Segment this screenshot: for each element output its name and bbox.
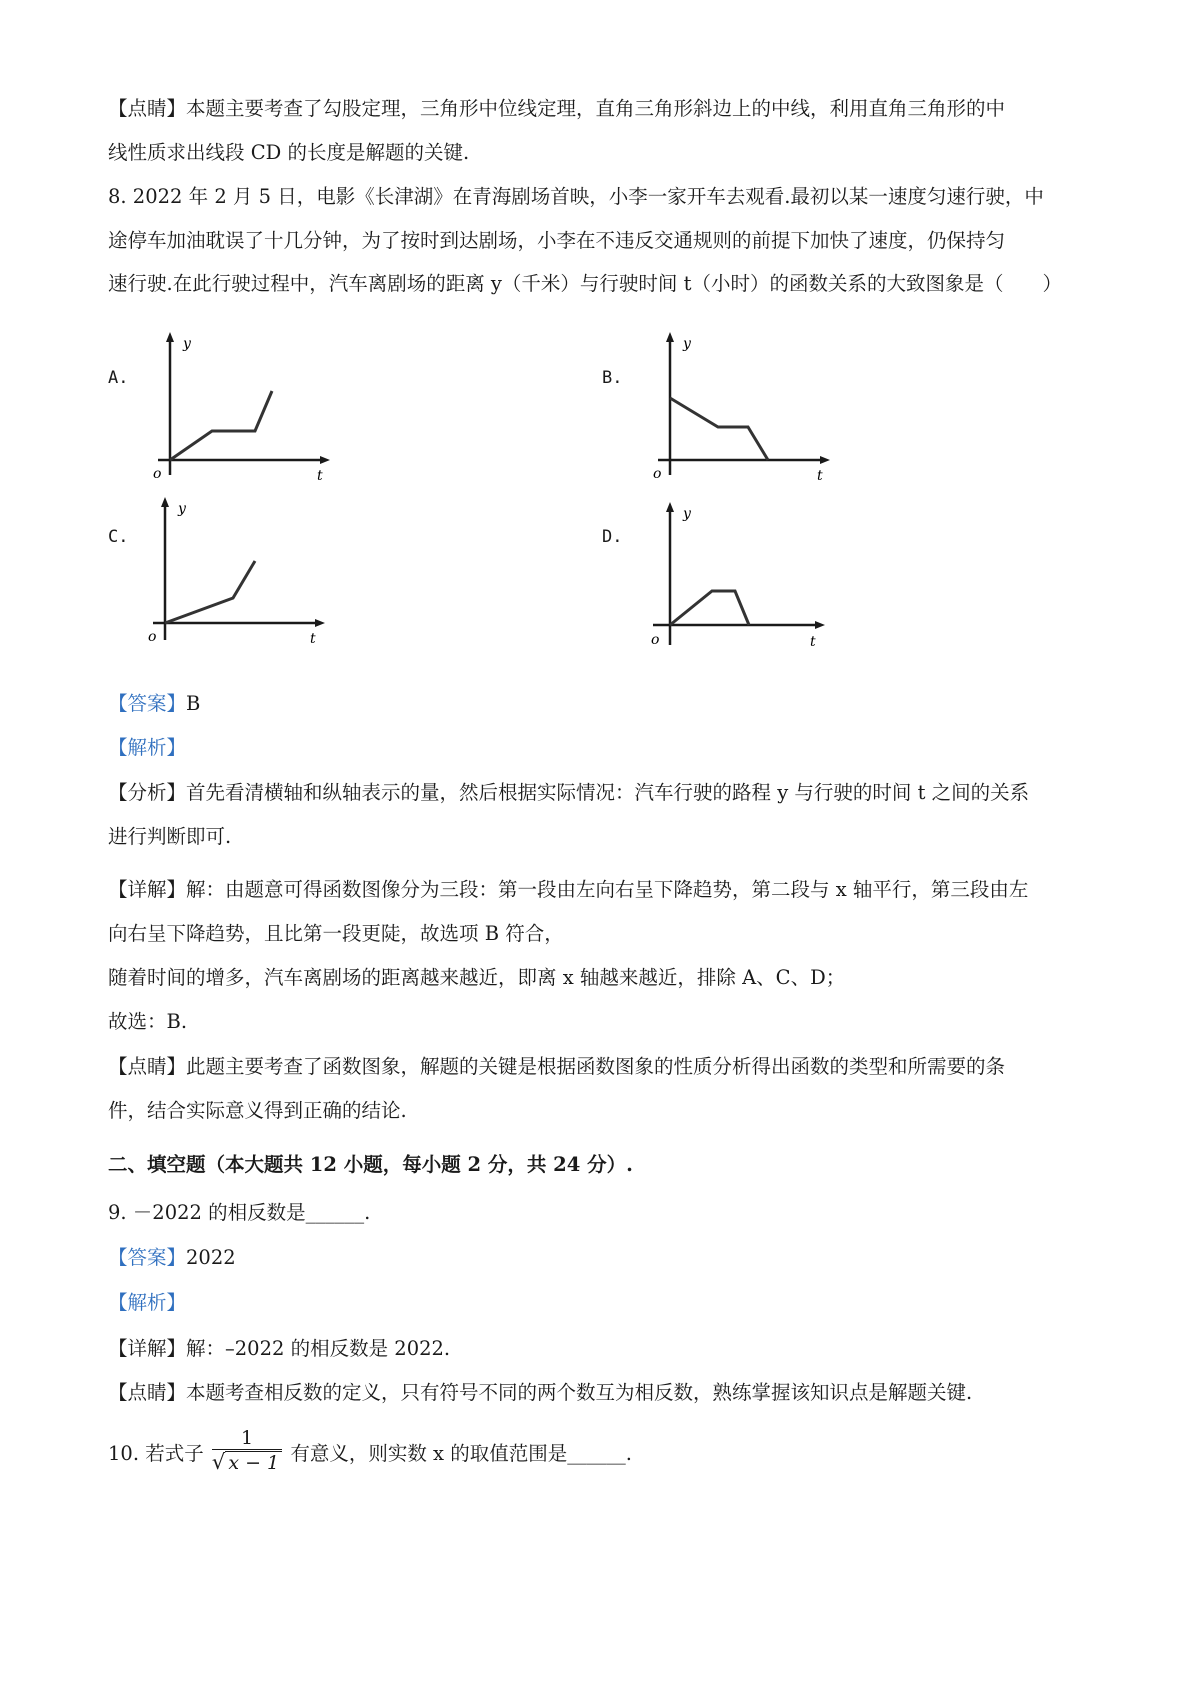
q10-denominator xyxy=(212,1450,282,1475)
q8-detail-line-1 xyxy=(108,878,1028,902)
option-c-curve xyxy=(165,561,255,623)
y-axis-arrow xyxy=(666,502,674,512)
q9-detail-text: 解：–2022 的相反数是 2022. xyxy=(186,1337,451,1360)
option-c-label: C. xyxy=(108,527,129,547)
q9-answer-value: 2022 xyxy=(186,1246,236,1269)
option-d-curve xyxy=(670,591,749,625)
y-axis-label: y xyxy=(178,501,186,517)
q7-comment-line-2: 线性质求出线段 CD 的长度是解题的关键. xyxy=(108,141,470,164)
q9-detail-tag: 【详解】 xyxy=(108,1337,187,1360)
x-axis-arrow xyxy=(315,619,325,627)
q9-comment-tag: 【点睛】 xyxy=(108,1381,187,1404)
q7-comment-line-1 xyxy=(108,97,1005,121)
q10-stem xyxy=(108,1426,632,1479)
q8-fenxi-text-1: 首先看清横轴和纵轴表示的量，然后根据实际情况：汽车行驶的路程 y 与行驶的时间 t 之间的关系 xyxy=(186,781,1030,804)
option-a-graph xyxy=(150,330,340,485)
q8-comment-text-1: 此题主要考查了函数图象，解题的关键是根据函数图象的性质分析得出函数的类型和所需要的条 xyxy=(186,1055,1006,1078)
option-d-label: D. xyxy=(602,527,623,547)
q9-stem: 9. －2022 的相反数是______. xyxy=(108,1201,371,1224)
q8-stem-line-2: 途停车加油耽误了十几分钟，为了按时到达剧场，小李在不违反交通规则的前提下加快了速度，仍保持匀 xyxy=(108,229,1006,252)
x-axis-arrow xyxy=(815,621,825,629)
option-d-graph xyxy=(645,500,835,655)
origin-label: o xyxy=(651,632,660,648)
q9-analysis-tag: 【解析】 xyxy=(108,1291,187,1314)
y-axis-arrow xyxy=(161,497,169,507)
y-axis-arrow xyxy=(666,332,674,342)
origin-label: o xyxy=(653,466,662,482)
q10-fraction xyxy=(212,1427,282,1475)
q8-fenxi-tag: 【分析】 xyxy=(108,781,187,804)
q9-comment-line xyxy=(108,1381,972,1405)
option-b-curve xyxy=(670,398,768,460)
x-axis-label: t xyxy=(317,468,323,484)
q10-numerator: 1 xyxy=(212,1427,282,1450)
q8-stem-line-1: 8. 2022 年 2 月 5 日，电影《长津湖》在青海剧场首映，小李一家开车去观看.最初以某一速度匀速行驶，中 xyxy=(108,185,1044,208)
option-b-graph xyxy=(650,330,840,485)
q9-answer-tag: 【答案】 xyxy=(108,1246,187,1269)
x-axis-arrow xyxy=(820,456,830,464)
q7-comment-text-1: 本题主要考查了勾股定理，三角形中位线定理，直角三角形斜边上的中线，利用直角三角形的中 xyxy=(186,97,1006,120)
q9-detail-line xyxy=(108,1337,450,1361)
q8-detail-line-4: 故选：B. xyxy=(108,1010,188,1033)
x-axis-arrow xyxy=(320,456,330,464)
q8-fenxi-line-2: 进行判断即可. xyxy=(108,825,232,848)
q8-detail-text-1: 解：由题意可得函数图像分为三段：第一段由左向右呈下降趋势，第二段与 x 轴平行，第三段由左 xyxy=(186,878,1029,901)
q8-answer-value: B xyxy=(186,692,201,715)
q8-comment-line-1 xyxy=(108,1055,1005,1079)
q10-prefix: 10. 若式子 xyxy=(108,1442,204,1465)
q8-detail-line-2: 向右呈下降趋势，且比第一段更陡，故选项 B 符合， xyxy=(108,922,564,945)
q8-detail-line-3: 随着时间的增多，汽车离剧场的距离越来越近，即离 x 轴越来越近，排除 A、C、D； xyxy=(108,966,846,989)
q10-radicand: x − 1 xyxy=(225,1451,282,1474)
q9-comment-text: 本题考查相反数的定义，只有符号不同的两个数互为相反数，熟练掌握该知识点是解题关键. xyxy=(186,1381,973,1404)
option-a-label: A. xyxy=(108,368,129,388)
origin-label: o xyxy=(153,466,162,482)
y-axis-label: y xyxy=(683,336,691,352)
q9-answer-line xyxy=(108,1246,236,1270)
y-axis-label: y xyxy=(183,336,191,352)
x-axis-label: t xyxy=(817,468,823,484)
origin-label: o xyxy=(148,629,157,645)
option-a-curve xyxy=(170,391,272,460)
x-axis-label: t xyxy=(310,631,316,647)
option-b-label: B. xyxy=(602,368,623,388)
section2-title: 二、填空题（本大题共 12 小题，每小题 2 分，共 24 分）. xyxy=(108,1153,633,1176)
q7-comment-tag: 【点睛】 xyxy=(108,97,187,120)
q8-analysis-tag: 【解析】 xyxy=(108,736,187,759)
q8-comment-tag: 【点睛】 xyxy=(108,1055,187,1078)
q8-comment-line-2: 件，结合实际意义得到正确的结论. xyxy=(108,1099,407,1122)
q8-answer-line xyxy=(108,692,200,716)
q8-detail-tag: 【详解】 xyxy=(108,878,187,901)
x-axis-label: t xyxy=(810,634,816,650)
q8-answer-tag: 【答案】 xyxy=(108,692,187,715)
option-c-graph xyxy=(145,495,335,650)
q8-fenxi-line-1 xyxy=(108,781,1029,805)
y-axis-label: y xyxy=(683,506,691,522)
y-axis-arrow xyxy=(166,332,174,342)
q8-stem-line-3: 速行驶.在此行驶过程中，汽车离剧场的距离 y（千米）与行驶时间 t（小时）的函数关系的大致图象是（ ） xyxy=(108,272,1062,295)
q10-suffix: 有意义，则实数 x 的取值范围是______. xyxy=(290,1442,632,1465)
sqrt-icon: √ xyxy=(211,1449,226,1474)
